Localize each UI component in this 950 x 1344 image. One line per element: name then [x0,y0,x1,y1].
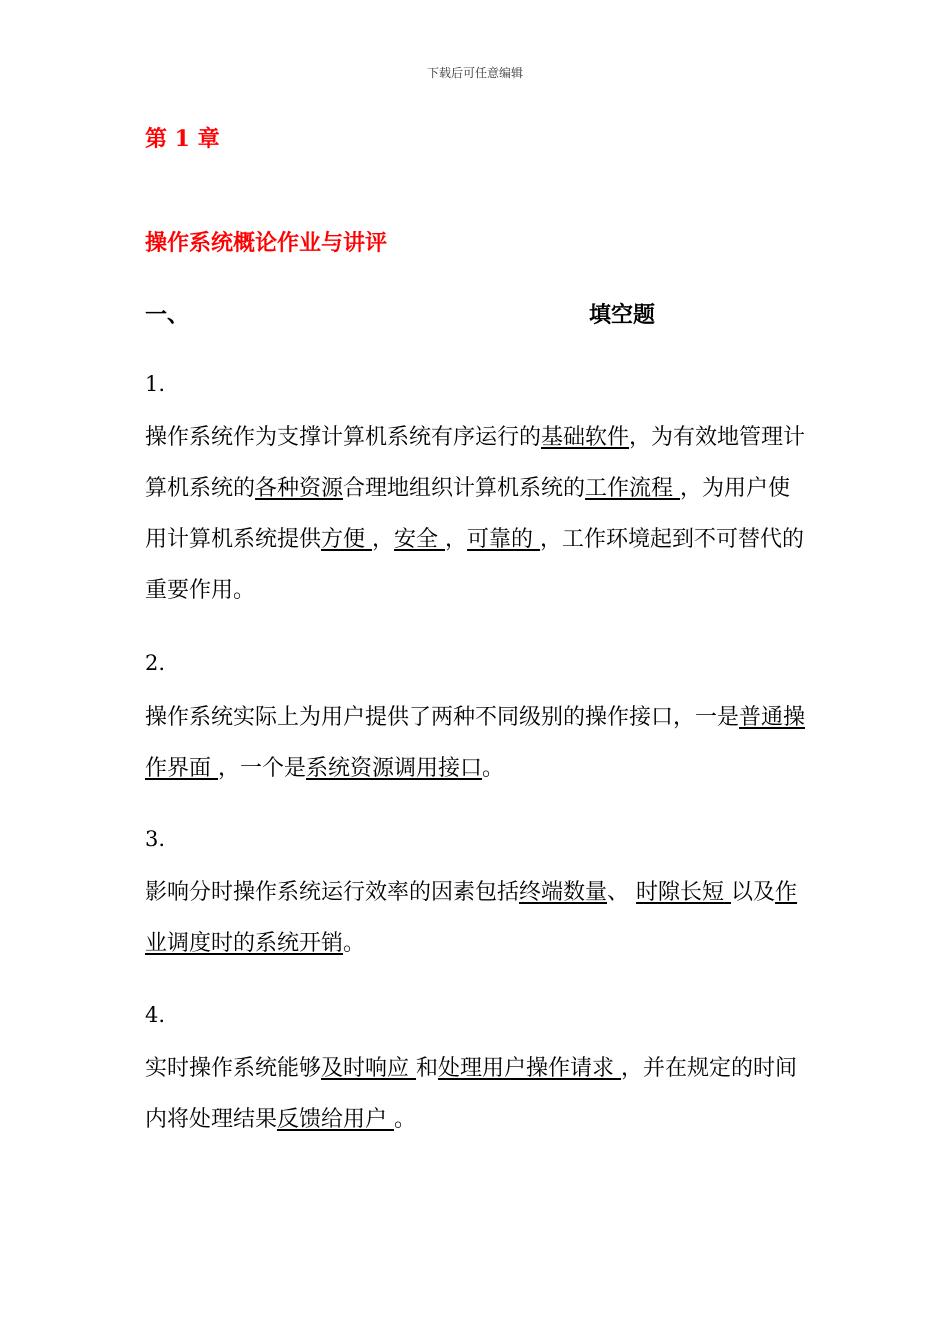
answer-blank: 终端数量 [519,880,608,905]
answer-blank: 系统资源调用接口 [306,756,483,781]
question-number: 4. [145,1003,166,1027]
question-text-segment: 以及 [731,880,776,905]
question-text [145,1043,807,1145]
question-text-segment: 。 [394,1107,417,1132]
question-text-segment: 合理地组织计算机系统的 [343,476,586,501]
answer-blank: 可靠的 [467,527,541,552]
answer-blank: 方便 [321,527,373,552]
answer-blank: 安全 [394,527,446,552]
question-text-segment: ， [445,527,468,552]
question-text-segment: ，工作环境起到不可替代的重要作用。 [145,527,805,603]
section-name: 填空题 [589,302,656,328]
question-text-segment: ， [372,527,395,552]
question-text-segment: 操作系统实际上为用户提供了两种不同级别的操作接口，一是 [145,705,740,730]
answer-blank: 基础软件 [541,425,630,450]
question-text-segment: ，一个是 [218,756,307,781]
question-number: 3. [145,827,166,851]
question-text-segment: 、 [607,880,637,905]
question-text-segment: 。 [482,756,505,781]
question-text-segment: ，并在规定的时间内将处理结果 [145,1056,798,1132]
question-text-segment: 影响分时操作系统运行效率的因素包括 [145,880,520,905]
answer-blank: 各种资源 [255,476,344,501]
question-text-segment: 。 [343,931,366,956]
answer-blank: 反馈给用户 [277,1107,395,1132]
question-text-segment: ，为用户使用计算机系统提供 [145,476,791,552]
question-text-segment: 操作系统作为支撑计算机系统有序运行的 [145,425,542,450]
question-number: 1. [145,372,166,396]
question-text-segment: 实时操作系统能够 [145,1056,322,1081]
document-title: 操作系统概论作业与讲评 [145,230,388,256]
question-text [145,692,807,794]
answer-blank: 时隙长短 [636,880,732,905]
question-text-segment: 和 [416,1056,439,1081]
chapter-heading: 第 1 章 [145,126,220,152]
question-text [145,412,807,616]
question-text [145,867,807,969]
answer-blank: 工作流程 [585,476,681,501]
section-number: 一、 [145,302,190,328]
page-header: 下载后可任意编辑 [426,66,523,80]
answer-blank: 作业调度时的系统开销 [145,880,798,956]
answer-blank: 处理用户操作请求 [438,1056,622,1081]
question-number: 2. [145,651,166,675]
answer-blank: 及时响应 [321,1056,417,1081]
question-text-segment: ，为有效地管理计算机系统的 [145,425,806,501]
answer-blank: 普通操作界面 [145,705,806,781]
